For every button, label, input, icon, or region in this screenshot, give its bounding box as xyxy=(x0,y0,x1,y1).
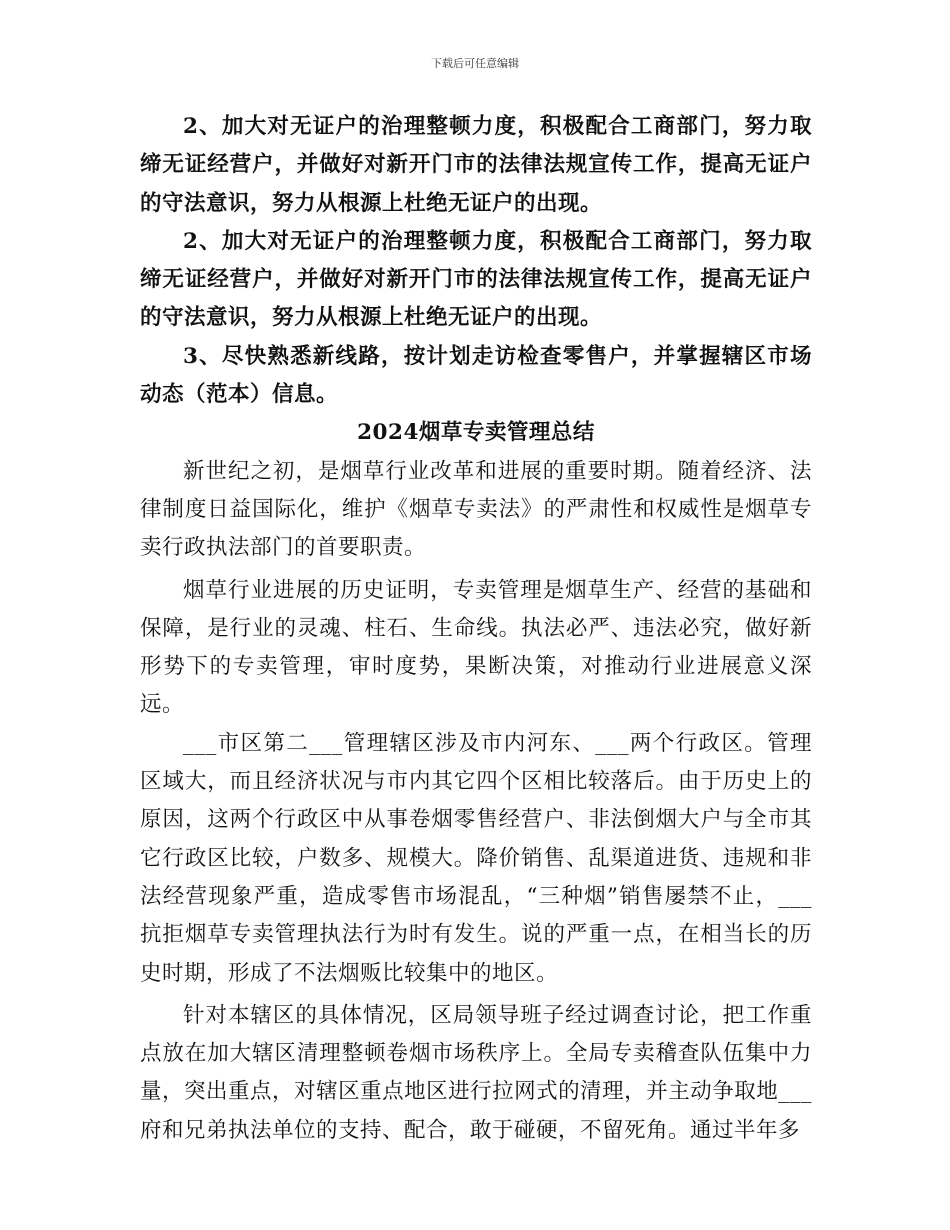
paragraph-2: 烟草行业进展的历史证明，专卖管理是烟草生产、经营的基础和保障，是行业的灵魂、柱石、生命线。执法必严、违法必究，做好新形势下的专卖管理，审时度势，果断决策，对推动行业进展意义深远。 xyxy=(140,577,812,718)
paragraph-4: 针对本辖区的具体情况，区局领导班子经过调查讨论，把工作重点放在加大辖区清理整顿卷烟市场秩序上。全局专卖稽查队伍集中力量，突出重点，对辖区重点地区进行拉网式的清理，并主动争取地___府和兄弟执法单位的支持、配合，敢于碰硬，不留死角。通过半年多 xyxy=(140,1002,812,1143)
paragraph-1: 新世纪之初，是烟草行业改革和进展的重要时期。随着经济、法律制度日益国际化，维护《烟草专卖法》的严肃性和权威性是烟草专卖行政执法部门的首要职责。 xyxy=(140,458,812,561)
bold-paragraph-3: 3、尽快熟悉新线路，按计划走访检查零售户，并掌握辖区市场动态（范本）信息。 xyxy=(140,343,812,408)
bold-paragraph-2: 2、加大对无证户的治理整顿力度，积极配合工商部门，努力取缔无证经营户，并做好对新开门市的法律法规宣传工作，提高无证户的守法意识，努力从根源上杜绝无证户的出现。 xyxy=(140,228,812,331)
document-body xyxy=(140,108,812,1150)
bold-paragraph-1: 2、加大对无证户的治理整顿力度，积极配合工商部门，努力取缔无证经营户，并做好对新开门市的法律法规宣传工作，提高无证户的守法意识，努力从根源上杜绝无证户的出现。 xyxy=(140,114,812,216)
paragraph-3: ___市区第二___管理辖区涉及市内河东、___两个行政区。管理区域大，而且经济状况与市内其它四个区相比较落后。由于历史上的原因，这两个行政区中从事卷烟零售经营户、非法倒烟大户与全市其它行政区比较，户数多、规模大。降价销售、乱渠道进货、违规和非法经营现象严重，造成零售市场混乱，“三种烟”销售屡禁不止，___抗拒烟草专卖管理执法行为时有发生。说的严重一点，在相当长的历史时期，形成了不法烟贩比较集中的地区。 xyxy=(140,730,812,986)
section-title: 2024烟草专卖管理总结 xyxy=(357,420,595,446)
header-note: 下载后可任意编辑 xyxy=(431,57,519,70)
